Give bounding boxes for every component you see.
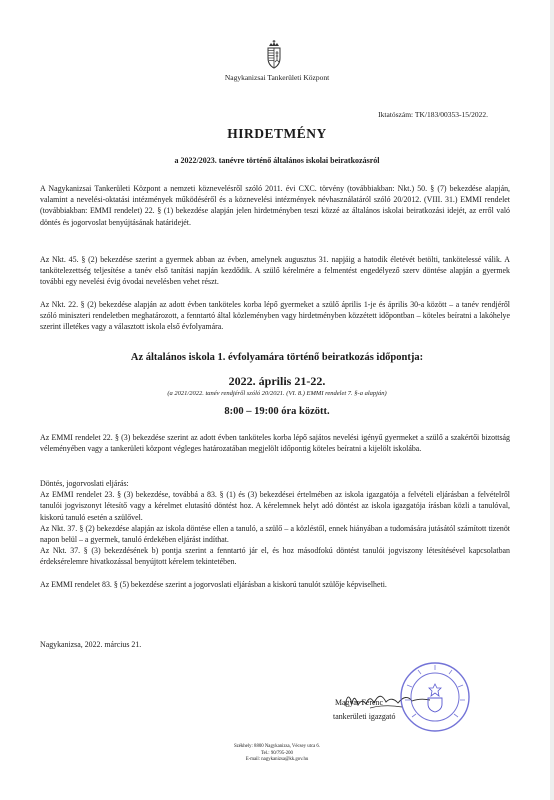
registration-number: Iktatószám: TK/183/00353-15/2022. [378, 110, 488, 119]
decision-body: Az EMMI rendelet 23. § (3) bekezdése, továbbá a 83. § (1) és (3) bekezdései értelmében az iskola igazgatója a felvételi eljárásban a felvételről tanulói jogviszonyt létesítő vagy a kérelmet elutasító döntést hoz. A kérelemnek helyt adó döntést az iskola igazgatója írásban közli a tanulóval, kiskorú tanuló esetén a szülővel. [40, 490, 510, 522]
enrollment-date-note: (a 2021/2022. tanév rendjéről szóló 20/2021. (VI. 8.) EMMI rendelet 7. §-a alapján) [167, 390, 387, 397]
decision-heading: Döntés, jogorvoslati eljárás: [40, 479, 129, 488]
organization-name: Nagykanizsai Tankerületi Központ [224, 73, 330, 82]
footer-contact [0, 744, 554, 764]
enrollment-time: 8:00 – 19:00 óra között. [224, 406, 330, 417]
page-edge-shadow [550, 0, 554, 800]
place-and-date: Nagykanizsa, 2022. március 21. [40, 640, 142, 649]
enrollment-date: 2022. április 21-22. [228, 374, 326, 388]
hungarian-coat-of-arms-icon [262, 40, 286, 70]
document-subtitle: a 2022/2023. tanévre történő általános iskolai beiratkozásról [174, 156, 380, 165]
signer-title: tankerületi igazgató [333, 712, 396, 721]
school-age-paragraph: Az Nkt. 45. § (2) bekezdése szerint a gyermek abban az évben, amelynek augusztus 31. napjáig a hatodik életévét betölti, tankötelessé válik. A tankötelezettség teljesítése a tanév első tanítási napján kezdődik. A szülő kérelmére a felmentést engedélyező szerv döntése alapján a gyermek további egy nevelési évig óvodai nevelésben vehet részt. [40, 255, 510, 287]
signer-name: Magyar Ferenc [335, 698, 383, 707]
footer-address: Székhely: 8800 Nagykanizsa, Vécsey utca 6. [233, 744, 321, 749]
footer-email: E-mail: nagykanizsa@kk.gov.hu [245, 757, 309, 763]
document-title: HIRDETMÉNY [227, 126, 327, 141]
appeal-paragraph-1: Az Nkt. 37. § (2) bekezdése alapján az iskola döntése ellen a tanuló, a szülő – a közléstől, ennek hiányában a tudomására jutásától számított tizenöt napon belül – a gyermek, tanuló érdekében eljárást indíthat. [40, 523, 510, 545]
special-needs-paragraph: Az EMMI rendelet 22. § (3) bekezdése szerint az adott évben tanköteles korba lépő sajátos nevelési igényű gyermeket a szülő a szakértői bizottság véleményében vagy a tankerületi központ végleges határozatában megjelölt időpontig köteles beíratni a kijelölt iskolába. [40, 433, 510, 454]
decision-section [40, 478, 510, 568]
appeal-paragraph-3: Az EMMI rendelet 83. § (5) bekezdése szerint a jogorvoslati eljárásban a kiskorú tanulót szülője képviselheti. [40, 580, 387, 589]
enrollment-heading: Az általános iskola 1. évfolyamára történő beiratkozás időpontja: [130, 352, 424, 363]
intro-paragraph: A Nagykanizsai Tankerületi Központ a nemzeti köznevelésről szóló 2011. évi CXC. törvény (továbbiakban: Nkt.) 50. § (7) bekezdése alapján, valamint a nevelési-oktatási intézmények működéséről és a köznevelési intézmények névhasználatáról szóló 20/2012. (VIII. 31.) EMMI rendelet (továbbiakban: EMMI rendelet) 22. § (1) bekezdése alapján jelen hirdetményben teszi közzé az általános iskolai beiratkozási idejét, az erről való döntés és jogorvoslat benyújtásának határidejét. [40, 184, 510, 227]
appeal-paragraph-2: Az Nkt. 37. § (3) bekezdésének b) pontja szerint a fenntartó jár el, és hoz másodfokú döntést tanulói jogviszony létesítésével kapcsolatban érdeksérelemre hivatkozással benyújtott kérelem tekintetében. [40, 546, 510, 567]
official-stamp-icon [398, 660, 472, 734]
footer-phone: Tel.: 90/795-200 [261, 750, 293, 756]
enrollment-obligation-paragraph: Az Nkt. 22. § (2) bekezdése alapján az adott évben tanköteles korba lépő gyermeket a szülő április 1-je és április 30-a között – a tanév rendjéről szóló miniszteri rendeletben meghatározott, a fenntartó által közleményben vagy hirdetményben közzétett időpontban – köteles beíratni a lakóhelye szerint illetékes vagy a választott iskola első évfolyamára. [40, 300, 510, 332]
